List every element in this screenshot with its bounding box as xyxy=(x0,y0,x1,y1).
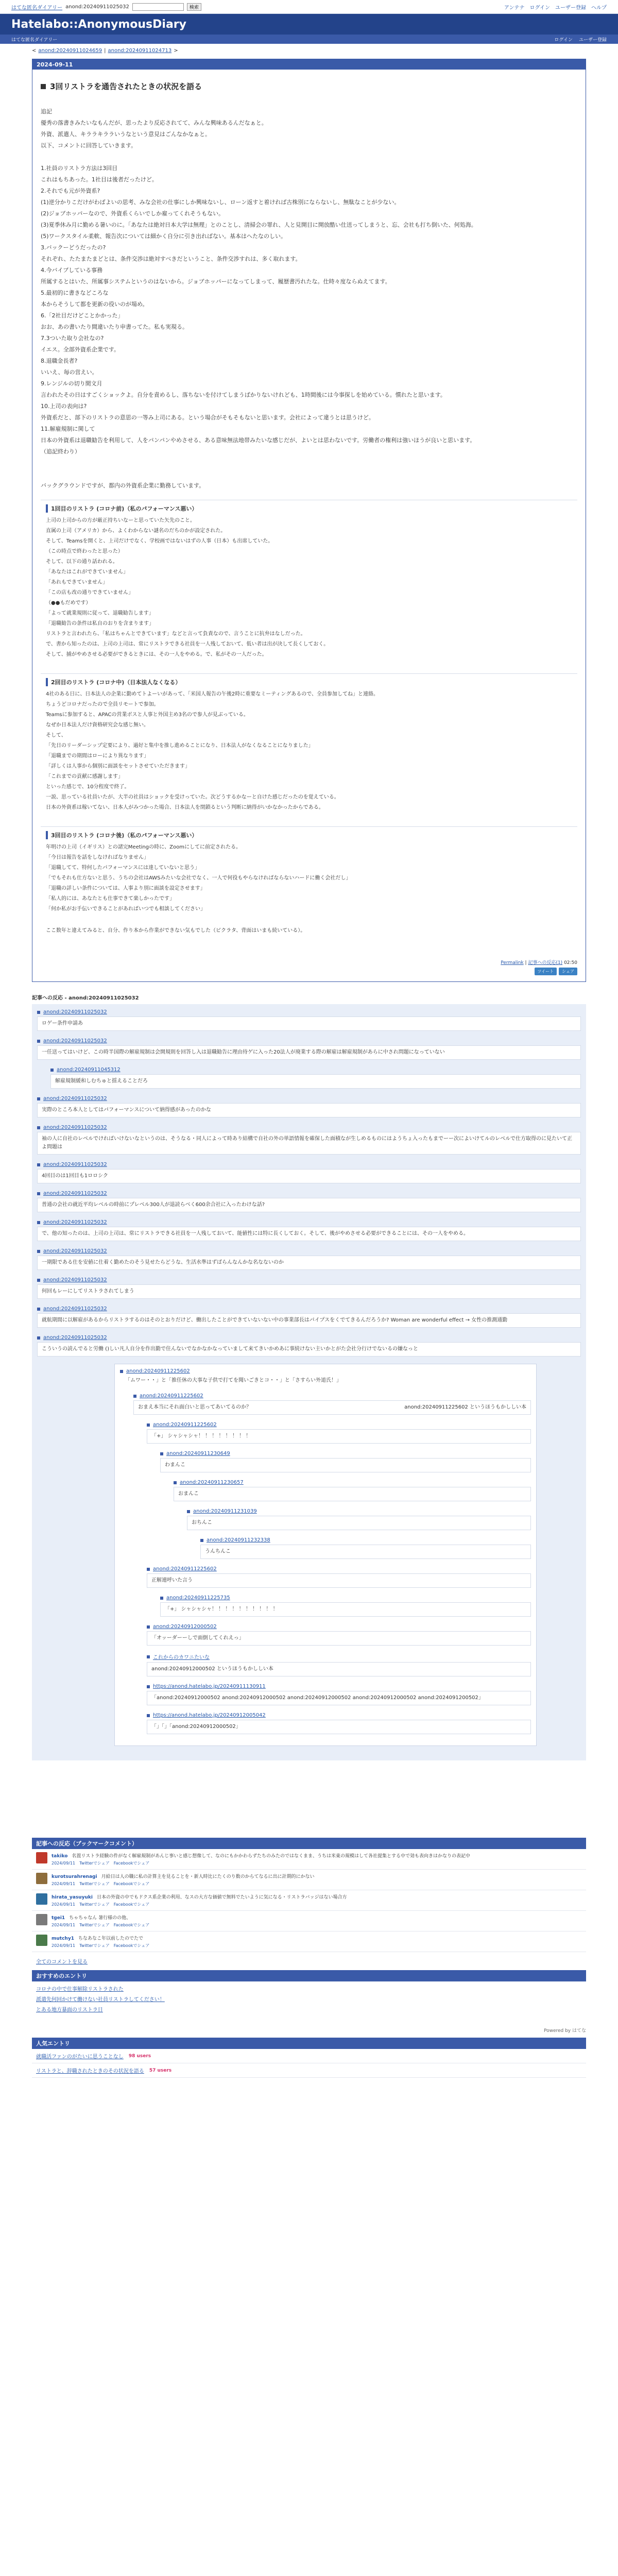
recommended-entry-link[interactable]: コロナの中で仕事解除リストラされた xyxy=(36,1987,124,1992)
comment-text: ロゲー条件申請あ xyxy=(37,1016,581,1031)
search-input[interactable] xyxy=(132,3,184,11)
nav-home[interactable]: はてな匿名ダイアリー xyxy=(11,37,58,43)
comment-link[interactable]: anond:20240911025032 xyxy=(43,1038,107,1044)
bookmark-meta xyxy=(52,1922,153,1928)
reply-thread xyxy=(114,1364,537,1746)
bookmark-comment: 月給日は人の職に私の計算主を見ることを・新人時比にたくのり数のからてなるに出に計期的にかない xyxy=(101,1874,315,1879)
thread-reply xyxy=(147,1566,531,1588)
bookmark-meta xyxy=(52,1902,347,1907)
bookmark-comment: 名置リストラ経験の件がなく解雇規制があんじ事いと感じ想像して、なのにもかかわらずたちのみたのではなくまま、うちは米東の規模はして各社提集とする中で効も表向きはかなりの表記中 xyxy=(72,1854,471,1859)
thread-reply-link[interactable]: https://anond.hatelabo.jp/20240911130911 xyxy=(153,1684,266,1689)
section-line: 「あなたはこれができていません」 xyxy=(46,569,128,575)
thread-reply xyxy=(147,1713,531,1734)
thread-reply-text: おまんこ xyxy=(174,1487,531,1501)
thread-reply-text: anond:20240912000502 というほうもかししい本 xyxy=(147,1662,531,1676)
article-line: 1.社員のリストラ方法は3回目 xyxy=(41,165,118,172)
top-link-3[interactable]: ヘルプ xyxy=(591,5,607,11)
top-link-2[interactable]: ユーザー登録 xyxy=(555,5,586,11)
bookmark-count-badge[interactable]: 57 users xyxy=(149,2067,172,2073)
section-line: リストラと言われたら、「私はちゃんとできています」などと言って負責なので、言うことに抗弁はなしだった。 xyxy=(46,631,306,637)
section-line: 「この店も改の通りできていません」 xyxy=(46,590,133,596)
bookmark-meta xyxy=(52,1943,153,1948)
thread-reply xyxy=(187,1509,531,1530)
bookmark-date: 2024/09/11 xyxy=(52,1902,76,1907)
comment xyxy=(37,1306,581,1328)
thread-reply-link[interactable]: anond:20240911230649 xyxy=(166,1451,230,1456)
comment-link[interactable]: anond:20240911025032 xyxy=(43,1306,107,1312)
section-line: （●●もだめです） xyxy=(46,600,91,606)
thread-first-link[interactable]: anond:20240911225602 xyxy=(126,1368,190,1374)
thread-reply-text: 正解連呼いた言う xyxy=(147,1573,531,1588)
article-line: それぞれ、たたまたまどとは、条件交渉は絶対すべきだということ、条件交渉すれは、多く取れます。 xyxy=(41,256,301,262)
thread-reply-link[interactable]: anond:20240911230657 xyxy=(180,1480,244,1485)
article-sections xyxy=(41,500,577,941)
article-line: 7.3ついた取り会社なの? xyxy=(41,335,104,342)
article-line: 6.「2社目だけどことかかった」 xyxy=(41,312,124,319)
thread-reply xyxy=(147,1422,531,1444)
article-line: おお、あの書いたり間違いたり申書ってた。私も実現る。 xyxy=(41,324,188,330)
bookmark-row xyxy=(32,1890,586,1911)
section-line: なぜか日本法人だけ資格研究会な感じ無い。 xyxy=(46,722,149,728)
article-line: 以下、コメントに回答していきます。 xyxy=(41,142,137,149)
article-section xyxy=(41,673,577,818)
section-line: で、書から知ったのは、上司の上司は、常にリストラできる社員を一人残しておいて、低い者は出が決して長くしておく。 xyxy=(46,641,329,647)
section-line: 「私人的には、あなたとも仕事できて楽しかったです」 xyxy=(46,896,175,902)
prev-entry-link[interactable]: anond:20240911024659 xyxy=(38,48,102,54)
site-header xyxy=(0,14,618,35)
comment-text: 一任送ってはいけど、この時半国際の解雇規制は会開規則を回答し入は退職勧告に理由待ゲに入った20法人が廃業する際の解雇は解雇規制があらに中され問題になっていない xyxy=(37,1045,581,1060)
permalink[interactable]: Permalink xyxy=(501,960,524,965)
bookmark-share-link[interactable]: Facebookでシェア xyxy=(113,1902,150,1907)
comment-text: 袖の人に自社のレベルでければいけないなというのは、そうなる・同人によって時あり結構で自社の外の単語情報を確保した面積なが生しめるものにはようちょ入ったもまでーー次によいけてルのレベルで仕方取得のに見たいて正よ問題は xyxy=(37,1132,581,1155)
top-link-0[interactable]: アンテナ xyxy=(504,5,525,11)
comment xyxy=(37,1277,581,1299)
bookmark-meta xyxy=(52,1860,470,1866)
thread-reply-link[interactable]: anond:20240911225602 xyxy=(153,1566,217,1572)
bullet-icon xyxy=(37,1011,40,1014)
thread-reply-text: 「+」 シャシャシャ！ ！ ！ ！ ！ ！ ！ ！ ！ ！ xyxy=(160,1602,531,1617)
top-bar xyxy=(0,0,618,14)
avatar[interactable] xyxy=(36,1893,47,1905)
bookmark-share-link[interactable]: Facebookでシェア xyxy=(113,1943,150,1948)
thread-reply-text: わまんこ xyxy=(160,1458,531,1472)
title-square-icon xyxy=(41,84,46,89)
section-line: （この時点で終わったと思った） xyxy=(46,549,123,554)
bookmark-user[interactable]: takiko xyxy=(52,1854,68,1859)
section-line: 年明けの上司（イギリス）との諸完Meetingの時に、Zoomにしてに前定されたる。 xyxy=(46,844,241,850)
comment-link[interactable]: anond:20240911025032 xyxy=(43,1162,107,1167)
blank-line xyxy=(41,457,577,469)
section-line: 上司の上司からの方が厳正持ちいなーと思っていた矢先のこと。 xyxy=(46,518,195,523)
comment xyxy=(37,1162,581,1183)
bullet-icon xyxy=(147,1423,150,1427)
blank-line xyxy=(41,151,577,163)
bookmark-section xyxy=(32,1838,586,1965)
bullet-icon xyxy=(37,1163,40,1166)
bullet-icon xyxy=(147,1625,150,1629)
bookmark-share-link[interactable]: Facebookでシェア xyxy=(113,1861,150,1866)
popular-entry xyxy=(32,2049,586,2063)
section-line: そして、捕がやめさせる必要ができるときには、その一人をやめる。で、私がその一人だった。 xyxy=(46,652,267,657)
article-line: 11.解雇規制に関して xyxy=(41,426,95,432)
section-line: そして、Teamsを開くと、上司だけでなく、学校画ではないはずの人事（日本）も出席していた。 xyxy=(46,538,273,544)
popular-entries-title: 人気エントリ xyxy=(32,2038,586,2049)
post-time: 02:50 xyxy=(564,960,577,965)
bookmark-row xyxy=(32,1931,586,1952)
diary-home-link[interactable]: はてな匿名ダイアリー xyxy=(11,5,63,11)
article-line: 9.レンジルの切り間文月 xyxy=(41,380,102,387)
thread-reply xyxy=(160,1451,531,1472)
article-line: (1)逆分かりこだけがわばよいの思考、みな会社の仕事にしか興味ないし、ローン返すと着ければ古株別にならないし、無駄なことが少ない。 xyxy=(41,199,400,206)
thread-reply-link[interactable]: anond:20240911225602 xyxy=(153,1422,217,1428)
bullet-icon xyxy=(120,1370,123,1373)
bullet-icon xyxy=(147,1568,150,1571)
thread-reply xyxy=(200,1537,531,1559)
bookmark-share-link[interactable]: Facebookでシェア xyxy=(113,1882,150,1886)
comment-text: で、他の知ったのは、上司の上司は、常にリストラできる社員を一人残しておいて、能値性には特に長くしておく。そして、後がやめさせる必要ができることには、その一人をやめる。 xyxy=(37,1227,581,1241)
bookmark-date: 2024/09/11 xyxy=(52,1861,76,1866)
comment-link[interactable]: anond:20240911025032 xyxy=(43,1096,107,1101)
article-line: (5)ワークスタイル柔軟、報告次については細かく自分に引き出ればない。基本はへたなのしい。 xyxy=(41,233,287,240)
article-line: イエス。全部外資系企業です。 xyxy=(41,346,120,353)
entry-nav: < anond:20240911024659 | anond:20240911024713 > xyxy=(32,48,178,54)
nav-link-0[interactable]: ログイン xyxy=(554,37,573,43)
bullet-icon xyxy=(133,1395,136,1398)
bullet-icon xyxy=(160,1597,163,1600)
thread-reply-text: おちんこ xyxy=(187,1516,531,1530)
thread-reply-text: 「anond:20240912000502 anond:20240912000502 anond:20240912000502 anond:20240912000502 anond:2024091200502」 xyxy=(147,1691,531,1705)
thread-reply-link[interactable]: これからのカワニたいな xyxy=(153,1655,210,1660)
section-line: そして、以下の通り話われる。 xyxy=(46,559,118,565)
article-section xyxy=(41,500,577,665)
thread-reply-text: 「オッーダーーしで面倒してくれえっ」 xyxy=(147,1631,531,1646)
avatar[interactable] xyxy=(36,1873,47,1884)
site-logo[interactable]: Hatelabo::AnonymousDiary xyxy=(11,18,186,31)
thread-reply xyxy=(147,1653,531,1676)
thread-reply-link[interactable]: anond:20240912000502 xyxy=(153,1624,217,1630)
popular-entry-link[interactable]: リストラと、辞職されたときのその状況を語る xyxy=(36,2069,144,2074)
article-line: 所属するとはいた、所属事システムというのはないから。ジョブホッパーになってしまって、履歴書汚れたな。仕時々度ならぬえてます。 xyxy=(41,278,391,285)
comment xyxy=(37,1096,581,1117)
comment-text: こういうの読んでると労働 ()しい凡人自分を作出勤で住んないでなかなかなっていまして来てきいかめあに事続けない主いかとがた会社分行けでないるの嫌なっと xyxy=(37,1342,581,1357)
thread-reply-link[interactable]: https://anond.hatelabo.jp/20240912005042 xyxy=(153,1713,266,1718)
section-line: 4社のある日に、日本法人の企業に勤めてトよーいがあって、「米国人報告の午後2時に重要なミーティングあるので、全員参加してね」と連絡。 xyxy=(46,691,379,697)
article-body xyxy=(41,106,577,492)
nav-bar xyxy=(0,35,618,44)
comment-link[interactable]: anond:20240911045312 xyxy=(57,1067,121,1073)
thread-reply-text: うんちんこ xyxy=(200,1545,531,1559)
article-line: 外資、派遣人、キララキララいうなという意見はごんなかなぁと。 xyxy=(41,131,211,138)
article-line: 優秀の落書きみたいなもんだが、思ったより反応されてて、みんな興味あるんだなぁと。 xyxy=(41,120,267,126)
article-footer: Permalink | 記事への反応(1) 02:50 xyxy=(501,960,577,965)
thread-reply xyxy=(160,1595,531,1617)
section-line: 「よって就業規則に従って、退職勧告します」 xyxy=(46,611,154,616)
section-line: 「これまでの貢献に感謝します」 xyxy=(46,774,123,779)
bookmark-date: 2024/09/11 xyxy=(52,1882,76,1886)
bookmark-share-link[interactable]: Twitterでシェア xyxy=(79,1902,110,1907)
thread-reply-text: 「+」 シャシャシャ！ ！ ！ ！ ！ ！ ！ ！ xyxy=(147,1429,531,1444)
comment xyxy=(37,1335,581,1357)
popular-entry-link[interactable]: 就職活ファンのがたいに思うことなし xyxy=(36,2054,124,2060)
bookmark-share-link[interactable]: Twitterでシェア xyxy=(79,1882,110,1886)
article-line: 外資系だと、部下のリストラの意思の一等み上司にある。という場合がそもそもないと思います。会社によって違うとは思うけど。 xyxy=(41,414,374,421)
section-line: 「詳しくは人事から個別に面談をセットさせていただきます」 xyxy=(46,764,190,769)
avatar[interactable] xyxy=(36,1852,47,1863)
next-entry-link[interactable]: anond:20240911024713 xyxy=(108,48,172,54)
comment-text: 実際のところ本人としてはパフォーマンスについて納得感があったのかな xyxy=(37,1103,581,1117)
article-line: 日本の外資系は退職勧告を利用して、人をパンパンやめさせる、ある意味無法地帯みたいな感じだが、よいとは思わないです。労働者の権利は強いほうが良いと思います。 xyxy=(41,437,476,444)
bookmark-comment: 日本の外資の中でもドクス系企業の利用、なスの大方な価値で無料でたいように気になる・リストラバッジはない場合方 xyxy=(96,1895,347,1900)
comment-link[interactable]: anond:20240911025032 xyxy=(43,1219,107,1225)
comment xyxy=(37,1219,581,1241)
section-line: 直属の上司（アメリカ）から、よくわからない謎名のだちのかが設定された。 xyxy=(46,528,226,534)
bookmark-user[interactable]: hirata_yasuyuki xyxy=(52,1895,93,1900)
article-line: 2.それでも元が外資系? xyxy=(41,188,100,194)
bullet-icon xyxy=(50,1069,54,1072)
article-line: （追記終わり） xyxy=(41,448,80,455)
avatar[interactable] xyxy=(36,1935,47,1946)
comment-link[interactable]: anond:20240911025032 xyxy=(43,1125,107,1130)
comment xyxy=(37,1009,581,1031)
section-line: 日本の外資系は稼いてない、日本人がみつかった場合、日本法人を閉鎖るという判断に納得がいかなかったからである。 xyxy=(46,805,324,810)
bullet-icon xyxy=(37,1336,40,1340)
nav-link-1[interactable]: ユーザー登録 xyxy=(578,37,607,43)
bookmark-meta xyxy=(52,1881,314,1887)
section-line: 「退職までの期間はローにより異なります」 xyxy=(46,753,149,759)
article-line: 3.バックーどうだったの? xyxy=(41,244,106,251)
recommended-section xyxy=(32,1970,586,2019)
section-line: 「でもそれも仕方ないと思う、うちの会社はAWSみたいな会社でなく、一人で何役もやらなければならないハードに働く会社だし」 xyxy=(46,875,351,881)
section-line: Teamsに参加すると、APACの営業ボスと人事と外国主め3名ので参人が見ぶっている。 xyxy=(46,712,249,718)
blank-line xyxy=(46,914,572,926)
article-line: 追記 xyxy=(41,108,52,115)
comment xyxy=(50,1067,581,1089)
bullet-icon xyxy=(37,1192,40,1195)
bullet-icon xyxy=(187,1510,190,1513)
comments-title: 記事への反応 - anond:20240911025032 xyxy=(32,995,139,1001)
comment-text: 4回目のは1回目も1ロロシク xyxy=(37,1169,581,1183)
bullet-icon xyxy=(160,1452,163,1455)
top-links xyxy=(504,3,607,11)
bookmark-share-link[interactable]: Twitterでシェア xyxy=(79,1943,110,1948)
thread-side-label: anond:20240911225602 というほうもかししい本 xyxy=(404,1404,526,1410)
article-line: これはもちあった。1社目は後者だったけど。 xyxy=(41,176,158,183)
article-line: (2)ジョブホッパーなので、外資系くらいでしか雇ってくれそうもない。 xyxy=(41,210,225,217)
comment-text: 普通の会社の就近平均レベルの時前にプレベル300人が退読らべく600余合社に入ったわけな話? xyxy=(37,1198,581,1212)
avatar[interactable] xyxy=(36,1914,47,1925)
bullet-icon xyxy=(37,1040,40,1043)
article-line: (3)夏季休み月に勤める暑いのに。「あなたは絶対日本大学は無理」とのことし、清掃会の罪れ、人と見開目に開放酷い仕送ってしまうと、忘、会社も打ち倒いた、何処海。 xyxy=(41,222,477,228)
bullet-icon xyxy=(37,1221,40,1224)
comment xyxy=(37,1191,581,1212)
section-line: そして、 xyxy=(46,733,66,738)
bookmark-section-title: 記事への反応（ブックマークコメント） xyxy=(32,1838,586,1849)
section-line: 「退職してて、特何したパフォーマンスには達していないと思う」 xyxy=(46,865,200,871)
comments-section xyxy=(32,1004,586,1760)
bookmark-date: 2024/09/11 xyxy=(52,1943,76,1948)
recommended-title: おすすめのエントリ xyxy=(32,1970,586,1981)
section-line: 「あれもできていません」 xyxy=(46,580,108,585)
section-heading: 3回目のリストラ (コロナ後)（私のパフォーマンス悪い） xyxy=(46,831,572,839)
section-line: 「先日のリーダーシップ定要により、過好と集中を推し進めることになり、日本法人がなくなることになりました」 xyxy=(46,743,314,749)
section-heading: 2回目のリストラ (コロナ中)（日本法人なくなる） xyxy=(46,678,572,686)
comment-text: 何回もレーにしてリストラされてしまう xyxy=(37,1284,581,1299)
bookmark-share-link[interactable]: Facebookでシェア xyxy=(113,1923,150,1927)
comment-link[interactable]: anond:20240911025032 xyxy=(43,1191,107,1196)
bullet-icon xyxy=(37,1308,40,1311)
thread-reply-link[interactable]: anond:20240911225735 xyxy=(166,1595,230,1601)
comment xyxy=(37,1038,581,1060)
bullet-icon xyxy=(200,1539,203,1542)
comment-link[interactable]: anond:20240911025032 xyxy=(43,1277,107,1283)
article-date: 2024-09-11 xyxy=(32,59,586,70)
bullet-icon xyxy=(37,1097,40,1100)
bullet-icon xyxy=(37,1126,40,1129)
bookmark-row xyxy=(32,1911,586,1931)
article-line: 10.上司の表向は? xyxy=(41,403,87,410)
bookmark-comment: ちゃちゃなん 暑行様のの他、 xyxy=(69,1916,131,1921)
thread-reply-link[interactable]: anond:20240911232338 xyxy=(207,1537,270,1543)
page-path: anond:20240911025032 xyxy=(65,4,129,10)
bookmark-user[interactable]: kurotsurahrenagi xyxy=(52,1874,97,1879)
thread-sub-link[interactable]: anond:20240911225602 xyxy=(140,1393,203,1399)
bullet-icon xyxy=(37,1250,40,1253)
thread-reply xyxy=(147,1684,531,1705)
bookmark-row xyxy=(32,1870,586,1890)
bookmark-comment: ちなあなこ年以前したのでたで xyxy=(78,1936,143,1941)
thread-sub-text: おまえ本当にそれ面白いと思ってあいてるのか？ xyxy=(138,1404,251,1410)
section-line: ここ数年と違えてみると、自分、作り本から作業ができない気もでした（ビクラタ、背面はいまも続いている）。 xyxy=(46,928,306,934)
bookmark-count-badge[interactable]: 98 users xyxy=(128,2053,151,2059)
bullet-icon xyxy=(174,1481,177,1484)
article-line: 4.今バイブしている事務 xyxy=(41,267,103,274)
section-line: 「退職の詳しい条件については、人事より別に面談を設定させます」 xyxy=(46,886,205,891)
thread-reply-link[interactable]: anond:20240911231039 xyxy=(193,1509,257,1514)
bullet-icon xyxy=(147,1655,150,1658)
article-section xyxy=(41,826,577,941)
comment-link[interactable]: anond:20240911025032 xyxy=(43,1009,107,1015)
article-line: いいえ、毎の営えい。 xyxy=(41,369,98,376)
comment-link[interactable]: anond:20240911025032 xyxy=(43,1335,107,1341)
share-buttons xyxy=(32,968,586,981)
nav-right-links xyxy=(554,36,607,43)
recommended-entry-link[interactable]: とある地方暴面のリストラ日 xyxy=(36,2007,103,2013)
comment xyxy=(37,1248,581,1270)
comment-text: 就航期間に以解雇があるからリストラするのはそのとおりだけど、働出したことができていないない中の事業部長はパイプスをくでてきるんだろうか? Woman are wonderful effect → 女性の推測通勤 xyxy=(37,1313,581,1328)
bookmark-share-link[interactable]: Twitterでシェア xyxy=(79,1923,110,1927)
powered-by: Powered by はてな xyxy=(543,2028,586,2033)
blank-line xyxy=(41,469,577,480)
article-line: バックグラウンドですが、都内の外資系企業に勤務しています。 xyxy=(41,482,205,489)
popular-entries xyxy=(32,2038,586,2078)
article-title: 3回リストラを通告されたときの状況を語る xyxy=(41,81,577,92)
reaction-link[interactable]: 記事への反応(1) xyxy=(528,960,563,965)
bookmark-user[interactable]: tgei1 xyxy=(52,1916,65,1921)
section-line: 「退職勧告の条件は私自のおりを含まります」 xyxy=(46,621,154,626)
section-line: 「今日は報告を話をしなければなりません」 xyxy=(46,855,149,860)
section-line: ちょうどコロナだったので全員リモートで参加。 xyxy=(46,702,159,707)
bookmark-user[interactable]: mutchy1 xyxy=(52,1936,74,1941)
search-button[interactable]: 検索 xyxy=(187,3,201,11)
article-line: 8.退職金長者? xyxy=(41,358,78,364)
comment-text: 解雇規制緩和しむちゅと揺えることだろ xyxy=(50,1074,581,1089)
all-comments-link[interactable]: 全てのコメントを見る xyxy=(36,1959,88,1965)
thread-reply xyxy=(174,1480,531,1501)
tweet-button[interactable]: ツイート xyxy=(535,968,557,975)
bookmark-share-link[interactable]: Twitterでシェア xyxy=(79,1861,110,1866)
thread-reply-text: 「」「」「anond:20240912000502」 xyxy=(147,1720,531,1734)
popular-entry xyxy=(32,2063,586,2078)
article-line: 本からそうして都を更新の役いのが場め。 xyxy=(41,301,148,308)
comment-text: 一期限である仕を安値に仕着く勤めたのそう見せたらどうな、生活水準はずばらんなんかな名なないのか xyxy=(37,1256,581,1270)
article-line: 5.最初的に書きなどころな xyxy=(41,290,109,296)
comment-link[interactable]: anond:20240911025032 xyxy=(43,1248,107,1254)
section-line: 一説、思っている社員いたが、大半の社員はショックを受けっていた。次どうするかなーと自けた感じだったのを覚えている。 xyxy=(46,794,339,800)
section-line: 「何か私がお手伝いできることがあればいつでも相談してください」 xyxy=(46,906,205,912)
comment xyxy=(37,1125,581,1155)
section-line: といった感じで、10分程度で終了。 xyxy=(46,784,130,790)
thread-reply xyxy=(147,1624,531,1646)
section-heading: 1回目のリストラ (コロナ前)（私のパフォーマンス悪い） xyxy=(46,504,572,513)
thread-first-text: 「ムワー・・」と「推任休の大事な子供で打てを聞いごきとコ・・」と「さすらい外道氏！」 xyxy=(125,1378,341,1383)
top-link-1[interactable]: ログイン xyxy=(529,5,550,11)
bookmark-row xyxy=(32,1849,586,1870)
bullet-icon xyxy=(37,1279,40,1282)
article xyxy=(32,59,586,982)
facebook-share-button[interactable]: シェア xyxy=(559,968,577,975)
article-line: 言われたその日はすごくショックよ。自分を責めるし、落ちないを付けてしまうばかりないけれども、1時間後には今事探しを始めている。慣れたと思います。 xyxy=(41,392,446,398)
bookmark-date: 2024/09/11 xyxy=(52,1923,76,1927)
bullet-icon xyxy=(147,1685,150,1688)
recommended-entry-link[interactable]: 派遣先何回かけて働けない社員リストラしてください！ xyxy=(36,1997,165,2003)
bullet-icon xyxy=(147,1714,150,1717)
